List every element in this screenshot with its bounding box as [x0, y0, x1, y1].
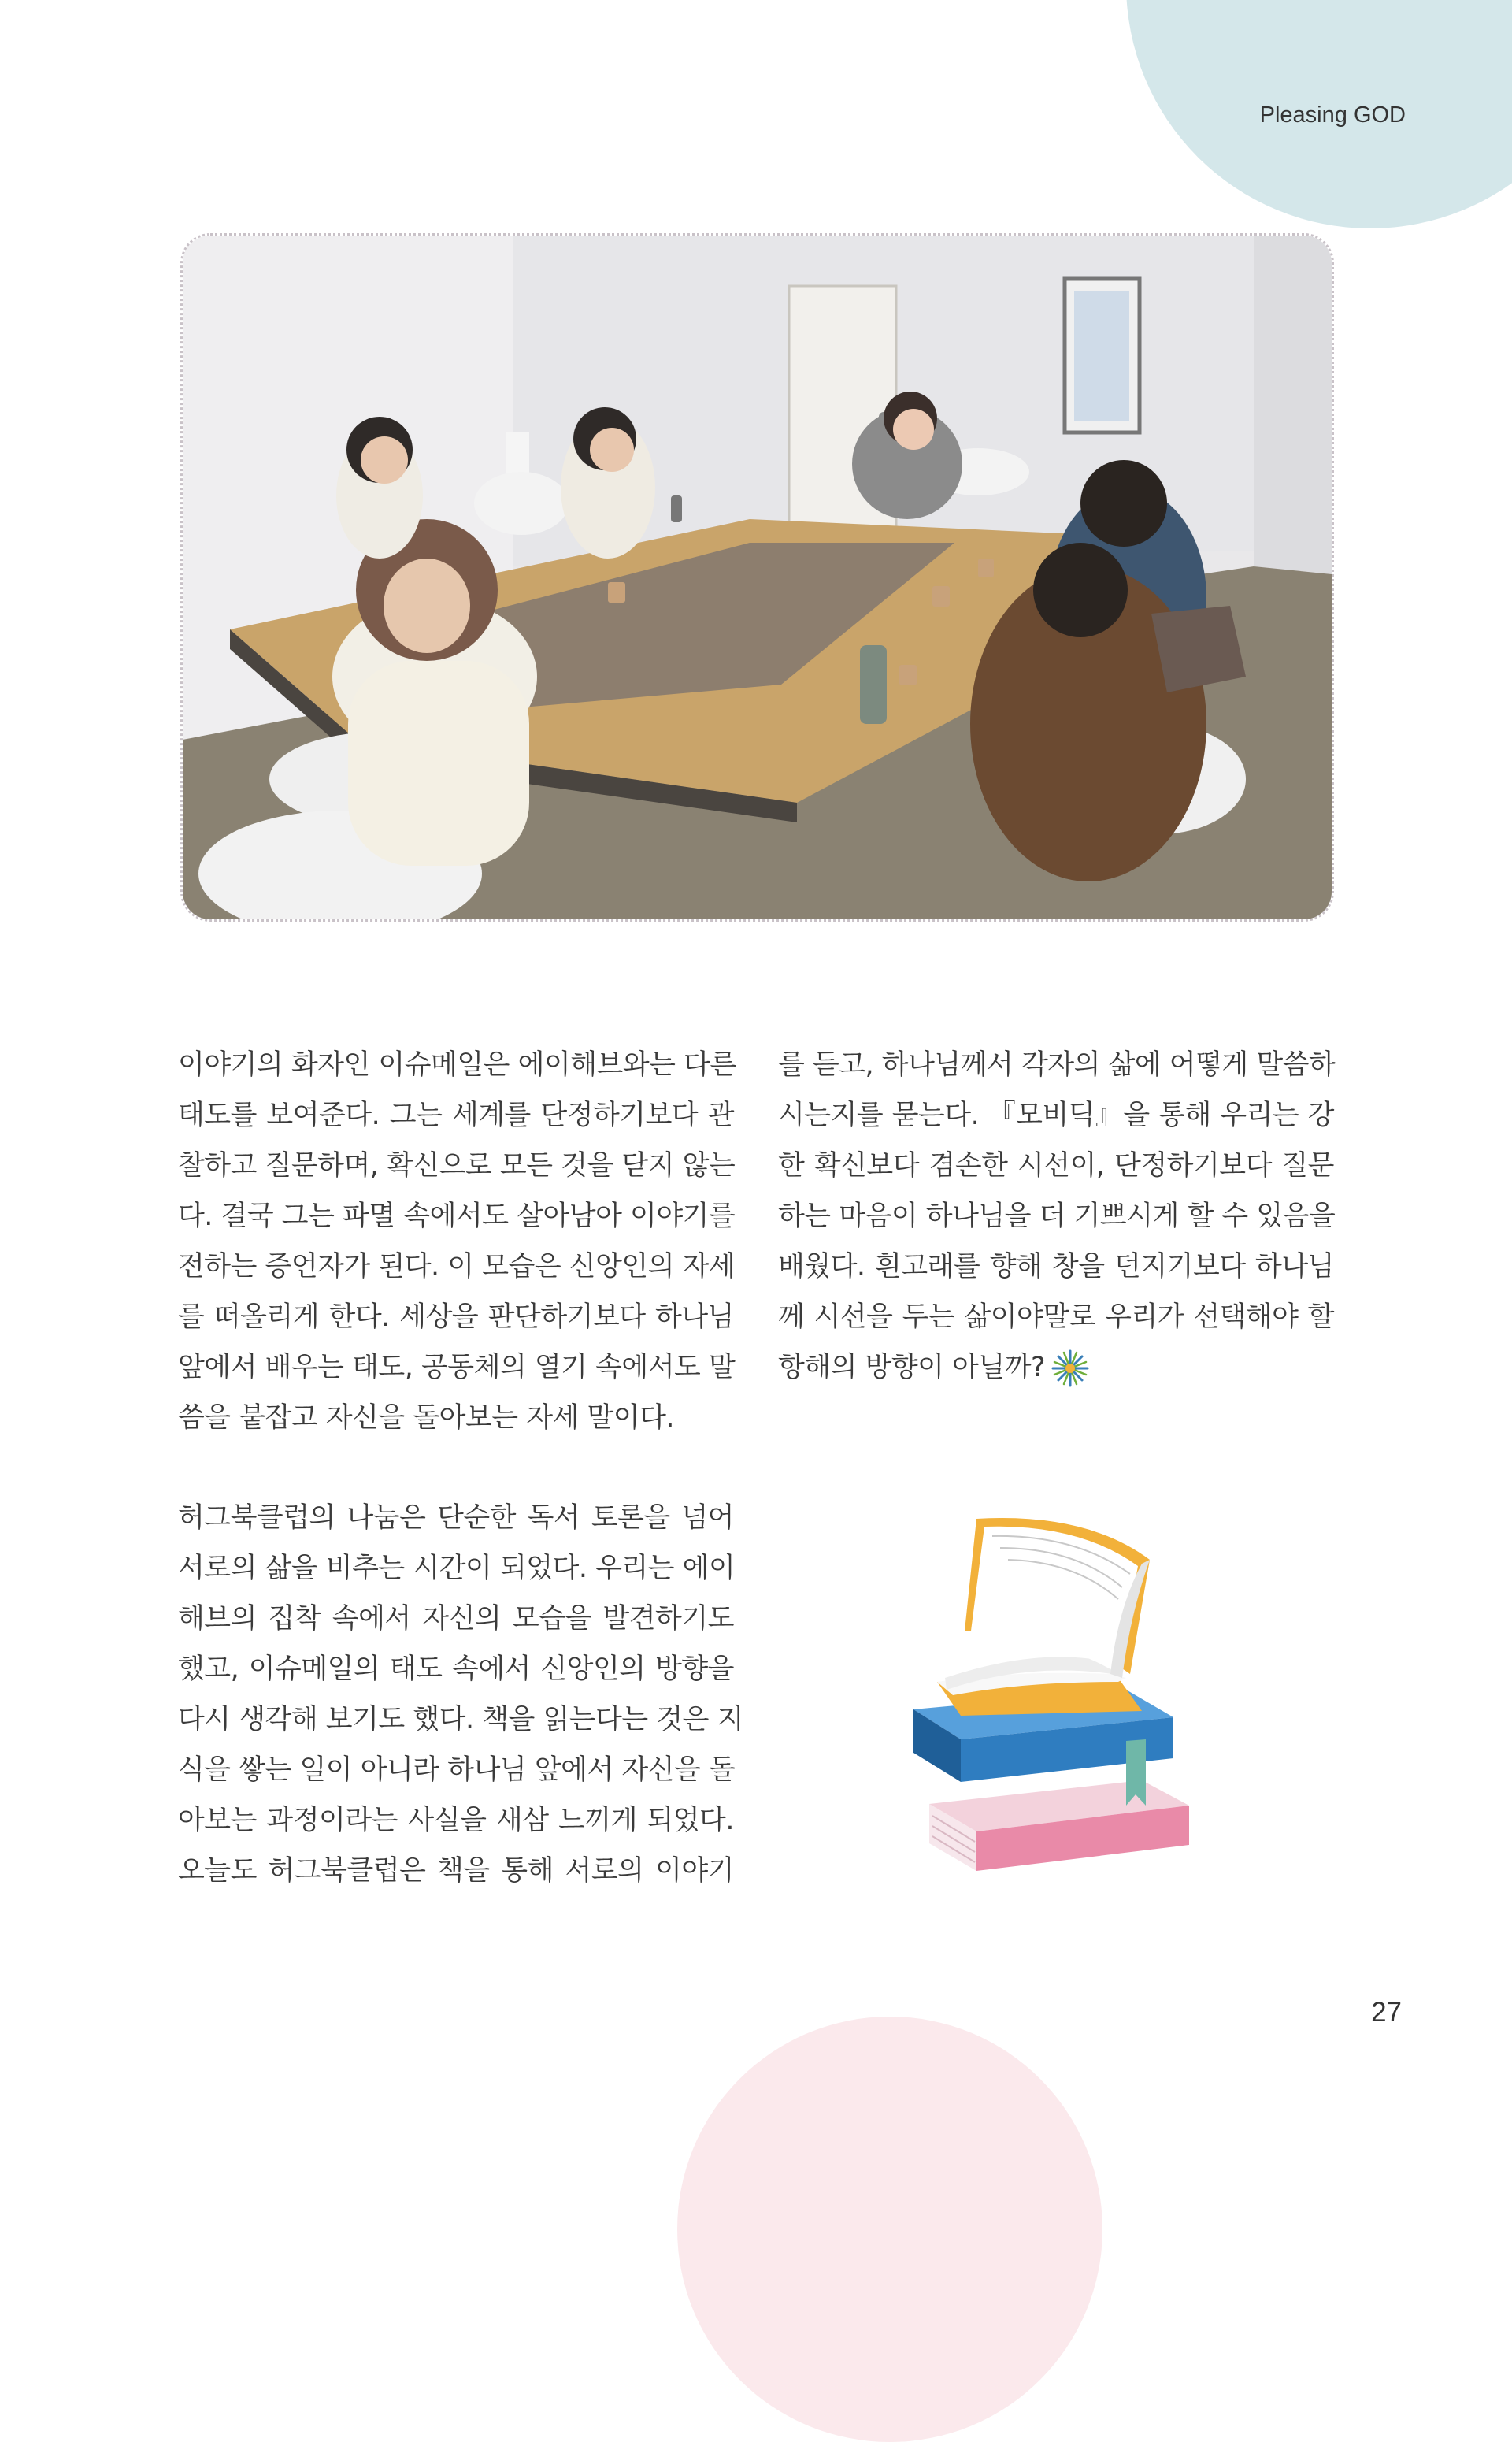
paragraph-1 — [178, 1040, 734, 1443]
text-line: 다시 생각해 보기도 했다. 책을 읽는다는 것은 지 — [178, 1704, 743, 1735]
sparkle-flower-icon — [1047, 1347, 1094, 1390]
text-line: 배웠다. 흰고래를 향해 창을 던지기보다 하나님 — [778, 1251, 1334, 1282]
text-line: 를 떠올리게 한다. 세상을 판단하기보다 하나님 — [178, 1301, 734, 1333]
body-column-left-paragraph-1 — [178, 1040, 734, 1443]
text-line: 해브의 집착 속에서 자신의 모습을 발견하기도 — [178, 1603, 734, 1635]
text-line: 이야기의 화자인 이슈메일은 에이해브와는 다른 — [178, 1049, 736, 1081]
text-line: 다. 결국 그는 파멸 속에서도 살아남아 이야기를 — [178, 1201, 736, 1232]
text-line-final — [778, 1342, 1334, 1393]
body-column-left-paragraph-2 — [178, 1493, 743, 1896]
text-line-final-text: 항해의 방향이 아닐까? — [778, 1352, 1046, 1383]
book-club-photo — [180, 233, 1334, 922]
text-line: 시는지를 묻는다. 『모비딕』을 통해 우리는 강 — [778, 1100, 1334, 1131]
text-line: 를 듣고, 하나님께서 각자의 삶에 어떻게 말씀하 — [778, 1049, 1336, 1081]
paragraph-2 — [178, 1493, 743, 1896]
text-line: 했고, 이슈메일의 태도 속에서 신앙인의 방향을 — [178, 1653, 734, 1685]
text-line: 식을 쌓는 일이 아니라 하나님 앞에서 자신을 돌 — [178, 1754, 736, 1786]
text-line: 태도를 보여준다. 그는 세계를 단정하기보다 관 — [178, 1100, 734, 1131]
text-line: 한 확신보다 겸손한 시선이, 단정하기보다 질문 — [778, 1150, 1334, 1182]
section-header: Pleasing GOD — [1259, 102, 1406, 128]
text-line: 께 시선을 두는 삶이야말로 우리가 선택해야 할 — [778, 1301, 1334, 1333]
text-line: 아보는 과정이라는 사실을 새삼 느끼게 되었다. — [178, 1805, 734, 1836]
stacked-books-illustration — [882, 1512, 1213, 1883]
paragraph-3 — [778, 1040, 1334, 1393]
text-line: 서로의 삶을 비추는 시간이 되었다. 우리는 에이 — [178, 1553, 736, 1584]
text-line: 하는 마음이 하나님을 더 기쁘시게 할 수 있음을 — [778, 1201, 1336, 1232]
text-line: 전하는 증언자가 된다. 이 모습은 신앙인의 자세 — [178, 1251, 736, 1282]
body-column-right — [778, 1040, 1334, 1393]
text-line: 찰하고 질문하며, 확신으로 모든 것을 닫지 않는 — [178, 1150, 736, 1182]
text-line: 오늘도 허그북클럽은 책을 통해 서로의 이야기 — [178, 1855, 734, 1887]
text-line: 허그북클럽의 나눔은 단순한 독서 토론을 넘어 — [178, 1502, 734, 1534]
text-line: 씀을 붙잡고 자신을 돌아보는 자세 말이다. — [178, 1402, 675, 1434]
text-line: 앞에서 배우는 태도, 공동체의 열기 속에서도 말 — [178, 1352, 736, 1383]
page-number: 27 — [1371, 1997, 1402, 2028]
decorative-circle-bottom — [677, 2017, 1102, 2442]
